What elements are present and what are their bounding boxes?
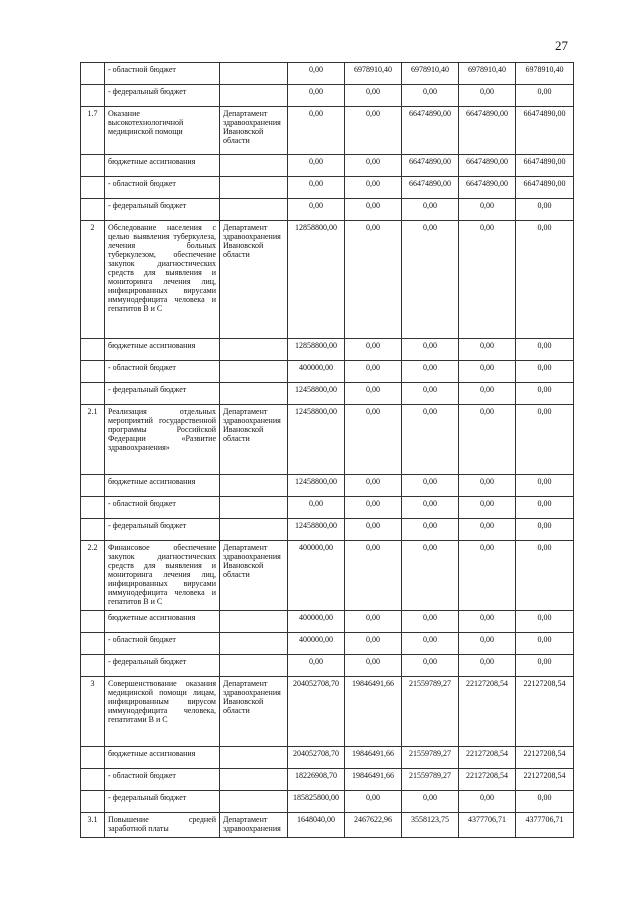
amount-cell: 4377706,71 <box>516 813 574 838</box>
amount-cell: 185825800,00 <box>288 791 345 813</box>
amount-cell: 0,00 <box>345 611 402 633</box>
row-name: бюджетные ассигнования <box>105 155 220 177</box>
row-department: Департамент здравоохранения Ивановской области <box>220 677 288 747</box>
row-name: - областной бюджет <box>105 497 220 519</box>
amount-cell: 0,00 <box>402 383 459 405</box>
amount-cell: 0,00 <box>459 405 516 475</box>
amount-cell: 400000,00 <box>288 633 345 655</box>
row-number <box>81 199 105 221</box>
row-name: Обследование населения с целью выявления туберкулеза, лечения больных туберкулезом, обеспечение закупок диагностических средств для выявления и мониторинга лечения лиц, инфицированных вирусами иммунодефицита человека и гепатитов В и С <box>105 221 220 339</box>
amount-cell: 19846491,66 <box>345 769 402 791</box>
amount-cell: 0,00 <box>459 519 516 541</box>
table-row <box>81 769 574 791</box>
row-number <box>81 747 105 769</box>
row-department <box>220 383 288 405</box>
amount-cell: 19846491,66 <box>345 677 402 747</box>
row-name: бюджетные ассигнования <box>105 339 220 361</box>
amount-cell: 0,00 <box>345 177 402 199</box>
row-department <box>220 85 288 107</box>
amount-cell: 0,00 <box>288 655 345 677</box>
amount-cell: 0,00 <box>459 361 516 383</box>
amount-cell: 21559789,27 <box>402 747 459 769</box>
row-department <box>220 497 288 519</box>
amount-cell: 0,00 <box>516 361 574 383</box>
row-name: бюджетные ассигнования <box>105 611 220 633</box>
row-number <box>81 85 105 107</box>
amount-cell: 0,00 <box>402 221 459 339</box>
table-row <box>81 405 574 475</box>
amount-cell: 0,00 <box>402 655 459 677</box>
amount-cell: 204052708,70 <box>288 677 345 747</box>
row-department <box>220 633 288 655</box>
amount-cell: 12458800,00 <box>288 519 345 541</box>
amount-cell: 0,00 <box>459 655 516 677</box>
row-department <box>220 747 288 769</box>
amount-cell: 0,00 <box>345 339 402 361</box>
amount-cell: 0,00 <box>288 155 345 177</box>
amount-cell: 0,00 <box>516 383 574 405</box>
row-name: - федеральный бюджет <box>105 383 220 405</box>
row-name: - федеральный бюджет <box>105 791 220 813</box>
row-number: 3 <box>81 677 105 747</box>
row-department <box>220 177 288 199</box>
amount-cell: 0,00 <box>345 199 402 221</box>
table-row <box>81 199 574 221</box>
row-number: 2.1 <box>81 405 105 475</box>
amount-cell: 400000,00 <box>288 361 345 383</box>
amount-cell: 0,00 <box>345 655 402 677</box>
table-row <box>81 541 574 611</box>
amount-cell: 0,00 <box>345 497 402 519</box>
row-number <box>81 339 105 361</box>
amount-cell: 3558123,75 <box>402 813 459 838</box>
row-number: 2.2 <box>81 541 105 611</box>
row-department <box>220 519 288 541</box>
row-number <box>81 63 105 85</box>
row-department <box>220 655 288 677</box>
amount-cell: 400000,00 <box>288 541 345 611</box>
amount-cell: 66474890,00 <box>402 177 459 199</box>
amount-cell: 0,00 <box>288 85 345 107</box>
amount-cell: 0,00 <box>459 611 516 633</box>
table-row <box>81 791 574 813</box>
amount-cell: 0,00 <box>516 519 574 541</box>
amount-cell: 0,00 <box>459 791 516 813</box>
amount-cell: 0,00 <box>402 85 459 107</box>
amount-cell: 0,00 <box>402 339 459 361</box>
amount-cell: 21559789,27 <box>402 677 459 747</box>
amount-cell: 18226908,70 <box>288 769 345 791</box>
amount-cell: 400000,00 <box>288 611 345 633</box>
table-row <box>81 497 574 519</box>
amount-cell: 2467622,96 <box>345 813 402 838</box>
amount-cell: 0,00 <box>288 497 345 519</box>
row-name: Совершенствование оказания медицинской помощи лицам, инфицированным вирусом иммунодефицита человека, гепатитами В и С <box>105 677 220 747</box>
amount-cell: 4377706,71 <box>459 813 516 838</box>
amount-cell: 0,00 <box>345 519 402 541</box>
table-row <box>81 221 574 339</box>
row-number: 1.7 <box>81 107 105 155</box>
row-name: - федеральный бюджет <box>105 85 220 107</box>
row-department: Департамент здравоохранения Ивановской области <box>220 107 288 155</box>
amount-cell: 22127208,54 <box>459 769 516 791</box>
row-number <box>81 155 105 177</box>
table-row <box>81 361 574 383</box>
amount-cell: 0,00 <box>402 611 459 633</box>
table-row <box>81 155 574 177</box>
table-row <box>81 813 574 838</box>
table-row <box>81 107 574 155</box>
row-number <box>81 611 105 633</box>
row-department <box>220 769 288 791</box>
amount-cell: 0,00 <box>402 199 459 221</box>
amount-cell: 0,00 <box>516 655 574 677</box>
row-number <box>81 177 105 199</box>
amount-cell: 0,00 <box>459 541 516 611</box>
row-department: Департамент здравоохранения Ивановской области <box>220 541 288 611</box>
row-number <box>81 497 105 519</box>
table-row <box>81 747 574 769</box>
row-number <box>81 769 105 791</box>
amount-cell: 0,00 <box>402 633 459 655</box>
row-name: - областной бюджет <box>105 361 220 383</box>
row-number <box>81 519 105 541</box>
row-number <box>81 791 105 813</box>
row-department <box>220 791 288 813</box>
table-row <box>81 177 574 199</box>
row-name: бюджетные ассигнования <box>105 747 220 769</box>
page-number: 27 <box>555 38 568 53</box>
amount-cell: 0,00 <box>402 361 459 383</box>
amount-cell: 0,00 <box>345 221 402 339</box>
amount-cell: 0,00 <box>345 107 402 155</box>
amount-cell: 6978910,40 <box>516 63 574 85</box>
table-row <box>81 633 574 655</box>
amount-cell: 6978910,40 <box>459 63 516 85</box>
row-department <box>220 155 288 177</box>
amount-cell: 6978910,40 <box>402 63 459 85</box>
amount-cell: 22127208,54 <box>459 747 516 769</box>
amount-cell: 66474890,00 <box>402 155 459 177</box>
amount-cell: 0,00 <box>516 221 574 339</box>
amount-cell: 12458800,00 <box>288 383 345 405</box>
amount-cell: 22127208,54 <box>516 677 574 747</box>
amount-cell: 12858800,00 <box>288 339 345 361</box>
amount-cell: 0,00 <box>516 199 574 221</box>
amount-cell: 0,00 <box>459 383 516 405</box>
amount-cell: 0,00 <box>288 177 345 199</box>
amount-cell: 12858800,00 <box>288 221 345 339</box>
amount-cell: 12458800,00 <box>288 405 345 475</box>
amount-cell: 6978910,40 <box>345 63 402 85</box>
row-number: 3.1 <box>81 813 105 838</box>
row-department: Департамент здравоохранения Ивановской области <box>220 405 288 475</box>
row-name: Оказание высокотехнологичной медицинской помощи <box>105 107 220 155</box>
table-row <box>81 677 574 747</box>
table-row <box>81 63 574 85</box>
row-name: - областной бюджет <box>105 177 220 199</box>
amount-cell: 0,00 <box>459 339 516 361</box>
row-number <box>81 633 105 655</box>
amount-cell: 66474890,00 <box>516 177 574 199</box>
row-department <box>220 339 288 361</box>
amount-cell: 1648040,00 <box>288 813 345 838</box>
amount-cell: 0,00 <box>459 199 516 221</box>
row-number: 2 <box>81 221 105 339</box>
amount-cell: 0,00 <box>516 475 574 497</box>
amount-cell: 66474890,00 <box>459 177 516 199</box>
amount-cell: 12458800,00 <box>288 475 345 497</box>
amount-cell: 0,00 <box>288 107 345 155</box>
amount-cell: 0,00 <box>516 497 574 519</box>
amount-cell: 0,00 <box>402 405 459 475</box>
amount-cell: 0,00 <box>516 405 574 475</box>
amount-cell: 0,00 <box>516 791 574 813</box>
amount-cell: 0,00 <box>402 519 459 541</box>
row-department <box>220 199 288 221</box>
row-name: - федеральный бюджет <box>105 519 220 541</box>
row-number <box>81 383 105 405</box>
row-name: - областной бюджет <box>105 63 220 85</box>
amount-cell: 0,00 <box>345 155 402 177</box>
amount-cell: 19846491,66 <box>345 747 402 769</box>
amount-cell: 0,00 <box>402 475 459 497</box>
amount-cell: 21559789,27 <box>402 769 459 791</box>
row-number <box>81 361 105 383</box>
amount-cell: 204052708,70 <box>288 747 345 769</box>
amount-cell: 0,00 <box>402 791 459 813</box>
row-name: Реализация отдельных мероприятий государственной программы Российской Федерации «Развитие здравоохранения» <box>105 405 220 475</box>
row-department: Департамент здравоохранения Ивановской области <box>220 221 288 339</box>
amount-cell: 22127208,54 <box>459 677 516 747</box>
row-department <box>220 611 288 633</box>
amount-cell: 0,00 <box>288 63 345 85</box>
amount-cell: 0,00 <box>516 633 574 655</box>
amount-cell: 66474890,00 <box>459 155 516 177</box>
table-row <box>81 383 574 405</box>
row-name: - федеральный бюджет <box>105 199 220 221</box>
amount-cell: 0,00 <box>459 475 516 497</box>
table-row <box>81 655 574 677</box>
table-row <box>81 85 574 107</box>
amount-cell: 0,00 <box>288 199 345 221</box>
amount-cell: 66474890,00 <box>402 107 459 155</box>
amount-cell: 0,00 <box>459 85 516 107</box>
amount-cell: 0,00 <box>345 633 402 655</box>
amount-cell: 0,00 <box>516 611 574 633</box>
amount-cell: 0,00 <box>345 541 402 611</box>
amount-cell: 0,00 <box>516 339 574 361</box>
amount-cell: 0,00 <box>402 497 459 519</box>
budget-table <box>80 62 574 838</box>
row-name: бюджетные ассигнования <box>105 475 220 497</box>
table-row <box>81 611 574 633</box>
amount-cell: 22127208,54 <box>516 747 574 769</box>
table-row <box>81 339 574 361</box>
amount-cell: 0,00 <box>459 221 516 339</box>
row-number <box>81 655 105 677</box>
row-name: - областной бюджет <box>105 633 220 655</box>
amount-cell: 22127208,54 <box>516 769 574 791</box>
amount-cell: 66474890,00 <box>516 155 574 177</box>
amount-cell: 0,00 <box>345 405 402 475</box>
row-department: Департамент здравоохранения <box>220 813 288 838</box>
amount-cell: 0,00 <box>345 791 402 813</box>
amount-cell: 0,00 <box>345 361 402 383</box>
amount-cell: 0,00 <box>345 383 402 405</box>
amount-cell: 0,00 <box>402 541 459 611</box>
row-department <box>220 63 288 85</box>
amount-cell: 0,00 <box>459 633 516 655</box>
amount-cell: 66474890,00 <box>516 107 574 155</box>
row-department <box>220 361 288 383</box>
table-row <box>81 475 574 497</box>
amount-cell: 0,00 <box>459 497 516 519</box>
row-department <box>220 475 288 497</box>
row-name: Финансовое обеспечение закупок диагностических средств для выявления и мониторинга лечения лиц, инфицированных вирусами иммунодефицита человека и гепатитов В и С <box>105 541 220 611</box>
row-name: - областной бюджет <box>105 769 220 791</box>
amount-cell: 0,00 <box>345 85 402 107</box>
amount-cell: 0,00 <box>516 541 574 611</box>
amount-cell: 66474890,00 <box>459 107 516 155</box>
table-row <box>81 519 574 541</box>
row-name: - федеральный бюджет <box>105 655 220 677</box>
amount-cell: 0,00 <box>516 85 574 107</box>
row-name: Повышение средней заработной платы <box>105 813 220 838</box>
row-number <box>81 475 105 497</box>
amount-cell: 0,00 <box>345 475 402 497</box>
